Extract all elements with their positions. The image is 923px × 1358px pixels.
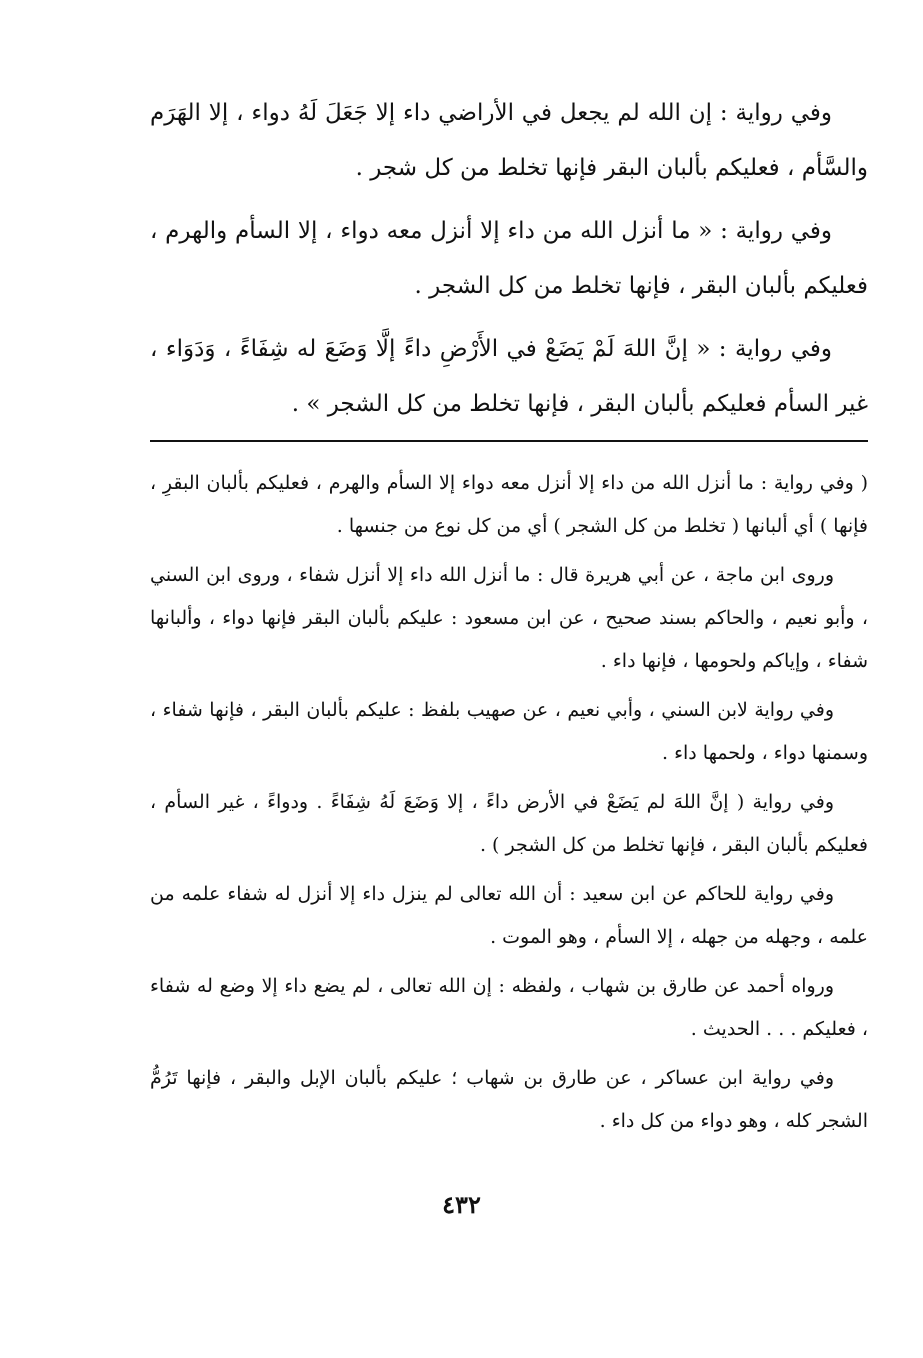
main-paragraph: وفي رواية : « ما أنزل الله من داء إلا أنزل معه دواء ، إلا السأم والهرم ، فعليكم بألبان البقر ، فإنها تخلط من كل الشجر . [150, 218, 868, 299]
main-paragraph: وفي رواية : إن الله لم يجعل في الأراضي داء إلا جَعَلَ لَهُ دواء ، إلا الهَرَم والسَّأم ، فعليكم بألبان البقر فإنها تخلط من كل شجر . [150, 100, 868, 181]
commentary-notes [150, 462, 868, 1149]
main-paragraph: وفي رواية : « إنَّ اللهَ لَمْ يَضَعْ في الأَرْضِ داءً إلَّا وَضَعَ له شِفَاءً ، وَدَوَاء ، غير السأم فعليكم بألبان البقر ، فإنها تخلط من كل الشجر » . [150, 336, 868, 417]
note-paragraph: وفي رواية ( إنَّ اللهَ لم يَضَعْ في الأرض داءً ، إلا وَضَعَ لَهُ شِفَاءً . ودواءً ، غير السأم ، فعليكم بألبان البقر ، فإنها تخلط من كل الشجر ) . [150, 791, 868, 856]
note-paragraph: وفي رواية للحاكم عن ابن سعيد : أن الله تعالى لم ينزل داء إلا أنزل له شفاء علمه من علمه ، وجهله من جهله ، إلا السأم ، وهو الموت . [150, 883, 868, 948]
note-paragraph: وفي رواية ابن عساكر ، عن طارق بن شهاب ؛ عليكم بألبان الإبل والبقر ، فإنها تَرُمُّ الشجر كله ، وهو دواء من كل داء . [150, 1067, 868, 1132]
note-paragraph: وروى ابن ماجة ، عن أبي هريرة قال : ما أنزل الله داء إلا أنزل شفاء ، وروى ابن السني ، وأبو نعيم ، والحاكم بسند صحيح ، عن ابن مسعود : عليكم بألبان البقر فإنها دواء ، وألبانها شفاء ، وإياكم ولحومها ، فإنها داء . [150, 564, 868, 672]
note-paragraph: ( وفي رواية : ما أنزل الله من داء إلا أنزل معه دواء إلا السأم والهرم ، فعليكم بألبان البقرِ ، فإنها ) أي ألبانها ( تخلط من كل الشجر ) أي من كل نوع من جنسها . [150, 472, 868, 537]
page-number: ٤٣٢ [442, 1190, 481, 1219]
main-text [150, 86, 868, 440]
note-paragraph: وفي رواية لابن السني ، وأبي نعيم ، عن صهيب بلفظ : عليكم بألبان البقر ، فإنها شفاء ، وسمنها دواء ، ولحمها داء . [150, 699, 868, 764]
note-paragraph: ورواه أحمد عن طارق بن شهاب ، ولفظه : إن الله تعالى ، لم يضع داء إلا وضع له شفاء ، فعليكم . . . الحديث . [150, 975, 868, 1040]
footnote-divider [150, 440, 868, 442]
